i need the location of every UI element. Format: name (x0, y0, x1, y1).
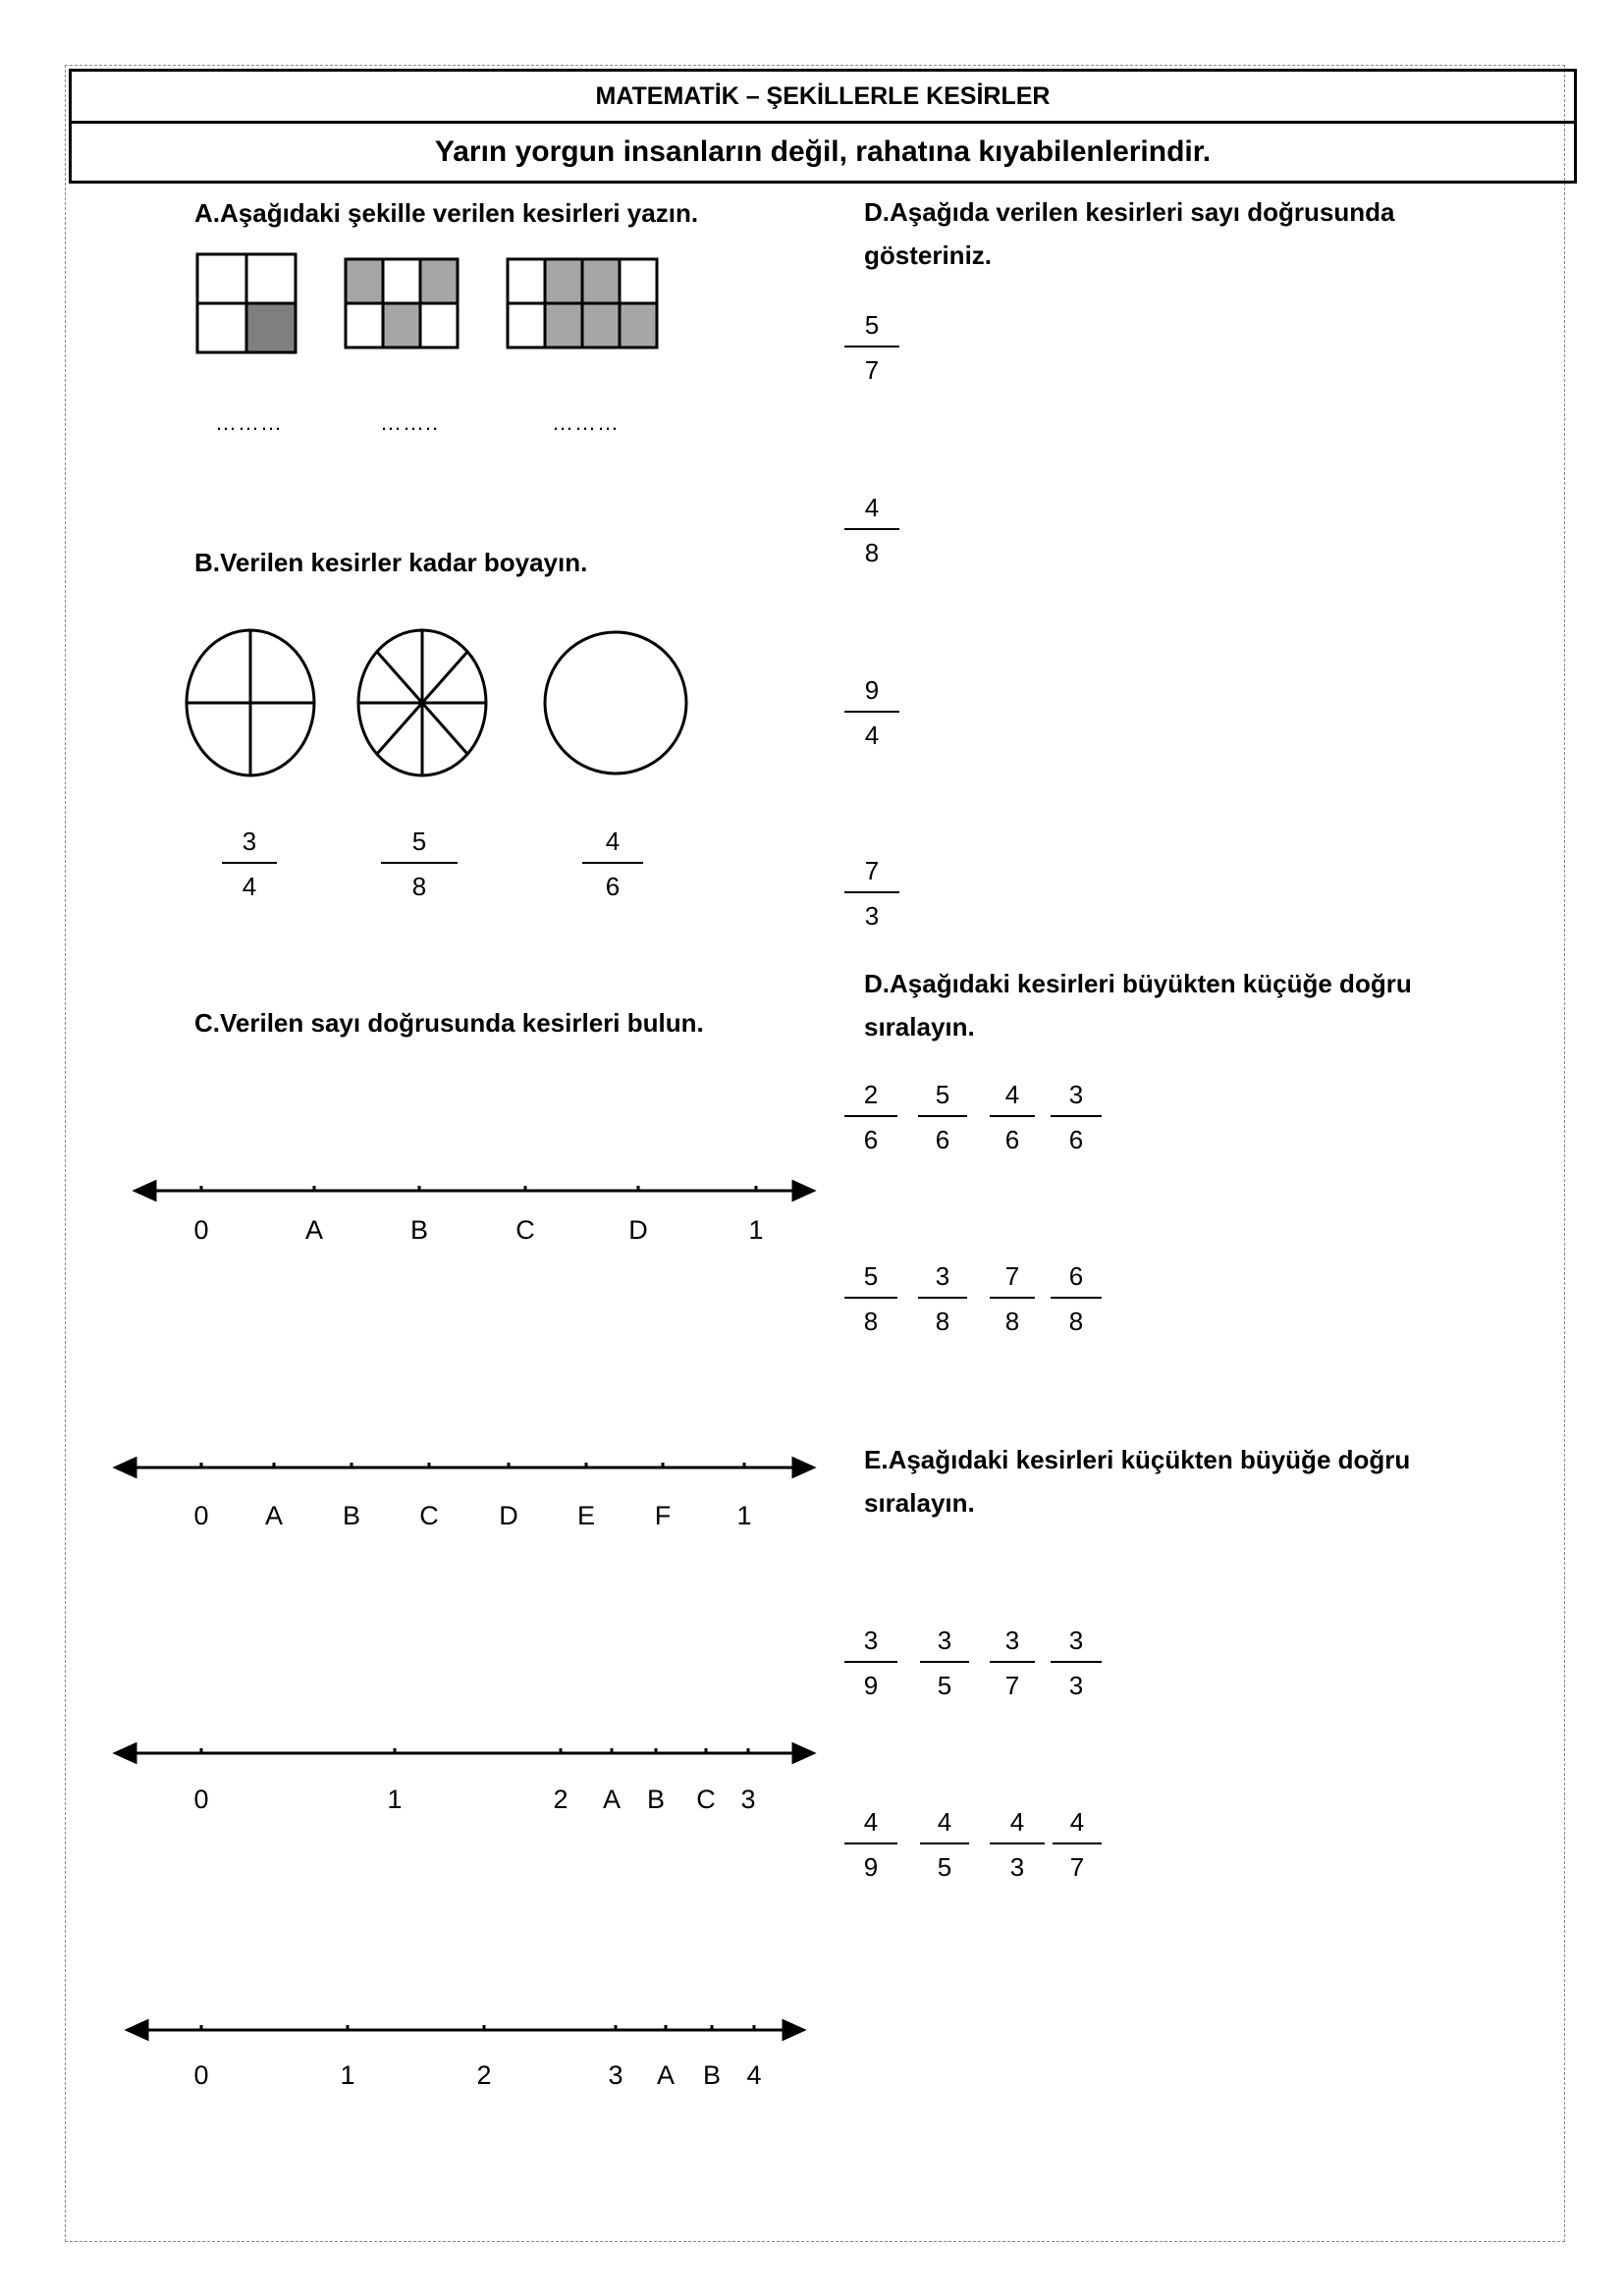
number-line-3 (116, 1744, 813, 1762)
fraction-d1-2: 4 8 (844, 493, 899, 567)
fraction-e-r2-4: 4 7 (1053, 1807, 1102, 1882)
fraction-e-r2-3: 4 3 (990, 1807, 1045, 1882)
fraction-d2-r2-1: 5 8 (844, 1261, 897, 1336)
grid-shape-3 (508, 259, 657, 347)
line3-label: C (696, 1785, 716, 1814)
fraction-e-r2-1: 4 9 (844, 1807, 897, 1882)
fraction-d1-4: 7 3 (844, 856, 899, 931)
line3-label: 0 (193, 1785, 209, 1814)
line4-label: 3 (608, 2060, 623, 2090)
line4-label: 4 (746, 2060, 762, 2090)
line2-label: A (264, 1501, 284, 1530)
line1-label: 1 (748, 1215, 764, 1245)
section-e-heading-line2: sıralayın. (864, 1488, 975, 1518)
grid-shape-2 (346, 259, 458, 347)
line2-label: C (419, 1501, 439, 1530)
line1-label: C (515, 1215, 535, 1245)
worksheet-motto: Yarın yorgun insanların değil, rahatına kıyabilenlerindir. (69, 121, 1577, 184)
fraction-e-r2-2: 4 5 (920, 1807, 969, 1882)
line2-label: F (654, 1501, 672, 1530)
fraction-e-r1-2: 3 5 (920, 1626, 969, 1700)
fraction-e-r1-3: 3 7 (990, 1626, 1035, 1700)
line4-label: A (656, 2060, 676, 2090)
line2-label: B (342, 1501, 361, 1530)
section-d2-heading-line1: D.Aşağıdaki kesirleri büyükten küçüğe doğru (864, 969, 1412, 998)
worksheet-title: MATEMATİK – ŞEKİLLERLE KESİRLER (69, 69, 1577, 124)
circle-eighths (358, 630, 486, 775)
number-line-4 (128, 2021, 803, 2039)
fraction-b-3: 4 6 (582, 827, 643, 901)
number-line-2 (116, 1459, 813, 1476)
section-e-heading-line1: E.Aşağıdaki kesirleri küçükten büyüğe doğru (864, 1445, 1411, 1474)
line3-label: B (646, 1785, 666, 1814)
grid-shape-1 (197, 254, 296, 352)
line4-label: B (702, 2060, 722, 2090)
line2-label: D (499, 1501, 518, 1530)
line1-label: D (628, 1215, 648, 1245)
fraction-d1-3: 9 4 (844, 675, 899, 750)
fraction-d2-r1-2: 5 6 (918, 1080, 967, 1154)
circle-quarters (187, 630, 314, 775)
line3-label: A (602, 1785, 622, 1814)
section-d1-heading-line1: D.Aşağıda verilen kesirleri sayı doğrusunda (864, 197, 1395, 227)
fraction-d2-r2-3: 7 8 (990, 1261, 1035, 1336)
line4-label: 2 (476, 2060, 492, 2090)
fraction-b-2: 5 8 (381, 827, 458, 901)
answer-blank-3[interactable]: ……… (552, 410, 620, 435)
section-b-heading: B.Verilen kesirler kadar boyayın. (194, 548, 588, 577)
fraction-e-r1-1: 3 9 (844, 1626, 897, 1700)
section-c-heading: C.Verilen sayı doğrusunda kesirleri bulun. (194, 1008, 704, 1038)
section-d1-heading-line2: gösteriniz. (864, 240, 993, 270)
line1-label: A (304, 1215, 324, 1245)
line3-label: 3 (740, 1785, 756, 1814)
line4-label: 1 (340, 2060, 355, 2090)
answer-blank-2[interactable]: …….. (380, 410, 440, 435)
fraction-b-1: 3 4 (222, 827, 277, 901)
line3-label: 1 (387, 1785, 403, 1814)
section-d2-heading-line2: sıralayın. (864, 1012, 975, 1041)
fraction-d2-r1-3: 4 6 (990, 1080, 1035, 1154)
fraction-d1-1: 5 7 (844, 310, 899, 385)
line3-label: 2 (553, 1785, 568, 1814)
line1-label: B (409, 1215, 429, 1245)
answer-blank-1[interactable]: ……… (215, 410, 283, 435)
section-a-heading: A.Aşağıdaki şekille verilen kesirleri yazın. (194, 198, 699, 228)
fraction-d2-r2-4: 6 8 (1051, 1261, 1102, 1336)
number-line-1 (135, 1182, 813, 1200)
circle-empty (545, 632, 686, 774)
line1-label: 0 (193, 1215, 209, 1245)
line4-label: 0 (193, 2060, 209, 2090)
fraction-d2-r1-1: 2 6 (844, 1080, 897, 1154)
line2-label: 0 (193, 1501, 209, 1530)
fraction-e-r1-4: 3 3 (1051, 1626, 1102, 1700)
line2-label: 1 (736, 1501, 752, 1530)
line2-label: E (576, 1501, 596, 1530)
number-line-ticks (201, 1186, 756, 2031)
fraction-d2-r1-4: 3 6 (1051, 1080, 1102, 1154)
fraction-d2-r2-2: 3 8 (918, 1261, 967, 1336)
